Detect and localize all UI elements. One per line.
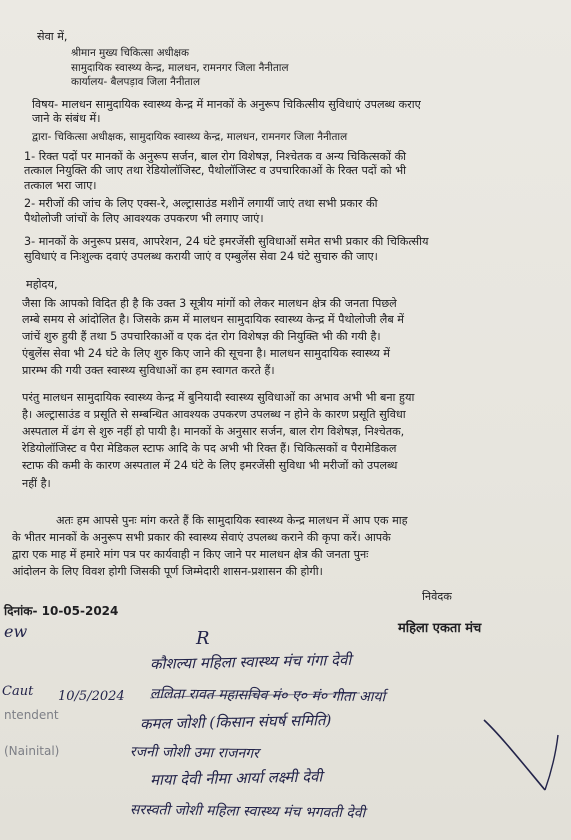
sender-org: महिला एकता मंच	[398, 621, 482, 636]
para-2-line-6: नहीं है।	[22, 477, 51, 490]
para-1-line-2: लम्बे समय से आंदोलित है। जिसके क्रम में मालधन सामुदायिक स्वास्थ्य केन्द्र में पैथोलोजी लैब में	[22, 313, 404, 326]
signature-line-4: रजनी जोशी उमा राजनगर	[129, 744, 259, 762]
para-1-line-4: एंबुलेंस सेवा भी 24 घंटे के लिए शुरु किए जाने की सूचना है। मालधन सामुदायिक स्वास्थ्य में	[22, 347, 390, 360]
para-1-line-3: जांचें शुरु हुयी हैं तथा 5 उपचारिकाओं व एक दंत रोग विशेषज्ञ की नियुक्ति भी की गयी है।	[22, 330, 381, 343]
demand-3-line-2: सुविधाएं व निःशुल्क दवाएं उपलब्ध करायी जाएं व एम्बुलेंस सेवा 24 घंटे सुचारु की जाए।	[24, 250, 378, 263]
date-line: दिनांक- 10-05-2024	[4, 604, 119, 618]
via-line: द्वारा- चिकित्सा अधीक्षक, सामुदायिक स्वास्थ्य केन्द्र, मालधन, रामनगर जिला नैनीताल	[32, 131, 348, 143]
stamp-fragment-intendent: ntendent	[4, 708, 59, 722]
greeting: महोदय,	[26, 278, 58, 291]
stamp-fragment-nainital: (Nainital)	[4, 744, 60, 758]
demand-1-line-2: तत्काल नियुक्ति की जाए तथा रेडियोलॉजिस्ट, पैथोलॉजिस्ट व उपचारिकाओं के रिक्त पदों को भी	[24, 164, 406, 177]
para-3-line-1: अतः हम आपसे पुनः मांग करते हैं कि सामुदायिक स्वास्थ्य केन्द्र मालधन में आप एक माह	[56, 514, 408, 527]
received-initials: Caut	[2, 684, 34, 699]
signature-line-3: कमल जोशी (किसान संघर्ष समिति)	[139, 710, 332, 733]
margin-handwritten-mark: ew	[4, 622, 28, 641]
subject-line-1: विषय- मालधन सामुदायिक स्वास्थ्य केन्द्र में मानकों के अनुरूप चिकित्सीय सुविधाएं उपलब्ध कराए	[32, 98, 421, 111]
demand-1-line-1: 1- रिक्त पदों पर मानकों के अनुरूप सर्जन, बाल रोग विशेषज्ञ, निश्चेतक व अन्य चिकित्सकों की	[24, 150, 407, 163]
para-2-line-1: परंतु मालधन सामुदायिक स्वास्थ्य केन्द्र में बुनियादी स्वास्थ्य सुविधाओं का अभाव अभी भी बना हुया	[22, 391, 415, 404]
para-1-line-1: जैसा कि आपको विदित ही है कि उक्त 3 सूत्रीय मांगों को लेकर मालधन क्षेत्र की जनता पिछले	[22, 297, 397, 310]
signature-line-1: कौशल्या महिला स्वास्थ्य मंच गंगा देवी	[149, 650, 352, 673]
para-2-line-3: अस्पताल में ढंग से शुरु नहीं हो पायी है। मानकों के अनुसार सर्जन, बाल रोग विशेषज्ञ, निश्चेतक,	[22, 425, 405, 438]
demand-1-line-3: तत्काल भरा जाए।	[24, 179, 97, 192]
addressee-line-2: सामुदायिक स्वास्थ्य केन्द्र, मालधन, रामनगर जिला नैनीताल	[71, 62, 289, 74]
pen-stroke-diagonal	[484, 720, 545, 790]
received-date: 10/5/2024	[58, 689, 125, 704]
para-2-line-5: स्टाफ की कमी के कारण अस्पताल में 24 घंटे के लिए इमरजेंसी सुविधा भी मरीजों को उपलब्ध	[22, 459, 398, 472]
signature-line-5: माया देवी नीमा आर्या लक्ष्मी देवी	[149, 767, 323, 789]
subject-line-2: जाने के संबंध में।	[32, 112, 101, 125]
demand-2-line-1: 2- मरीजों की जांच के लिए एक्स-रे, अल्ट्रासाउंड मशीनें लगायीं जाएं तथा सभी प्रकार की	[24, 197, 378, 210]
signature-line-2: ललिता रावत महासचिव मं० ए० मं० गीता आर्या	[149, 686, 386, 706]
para-2-line-2: है। अल्ट्रासाउंड व प्रसूति से सम्बन्धित आवश्यक उपकरण उपलब्ध न होने के कारण प्रसूति सुविधा	[22, 408, 406, 421]
para-3-line-2: के भीतर मानकों के अनुरूप सभी प्रकार की स्वास्थ्य सेवाएं उपलब्ध कराने की कृपा करें। आपके	[12, 531, 391, 544]
para-3-line-3: द्वारा एक माह में हमारे मांग पत्र पर कार्यवाही न किए जाने पर मालधन क्षेत्र की जनता पुनः	[12, 548, 369, 561]
addressee-line-3: कार्यालय- बैलपड़ाव जिला नैनीताल	[71, 76, 201, 88]
sender-label: निवेदक	[422, 590, 452, 603]
demand-3-line-1: 3- मानकों के अनुरूप प्रसव, आपरेशन, 24 घंटे इमरजेंसी सुविधाओं समेत सभी प्रकार की चिकित्सीय	[24, 235, 429, 248]
pen-stroke-hook	[545, 735, 558, 790]
para-1-line-5: प्रारम्भ की गयी उक्त स्वास्थ्य सुविधाओं का हम स्वागत करते हैं।	[22, 364, 275, 377]
demand-2-line-2: पैथोलोजी जांचों के लिए आवश्यक उपकरण भी लगाए जाएं।	[24, 212, 264, 225]
signature-line-6: सरस्वती जोशी महिला स्वास्थ्य मंच भगवती देवी	[129, 802, 366, 822]
addressee-line-1: श्रीमान मुख्य चिकित्सा अधीक्षक	[71, 47, 190, 59]
salutation-to: सेवा में,	[37, 30, 68, 43]
para-3-line-4: आंदोलन के लिए विवश होगी जिसकी पूर्ण जिम्मेदारी शासन-प्रशासन की होगी।	[12, 565, 323, 578]
top-scribble: R	[196, 628, 210, 649]
para-2-line-4: रेडियोलॉजिस्ट व पैरा मेडिकल स्टाफ आदि के पद अभी भी रिक्त हैं। चिकित्सकों व पैरामेडिकल	[22, 442, 397, 455]
